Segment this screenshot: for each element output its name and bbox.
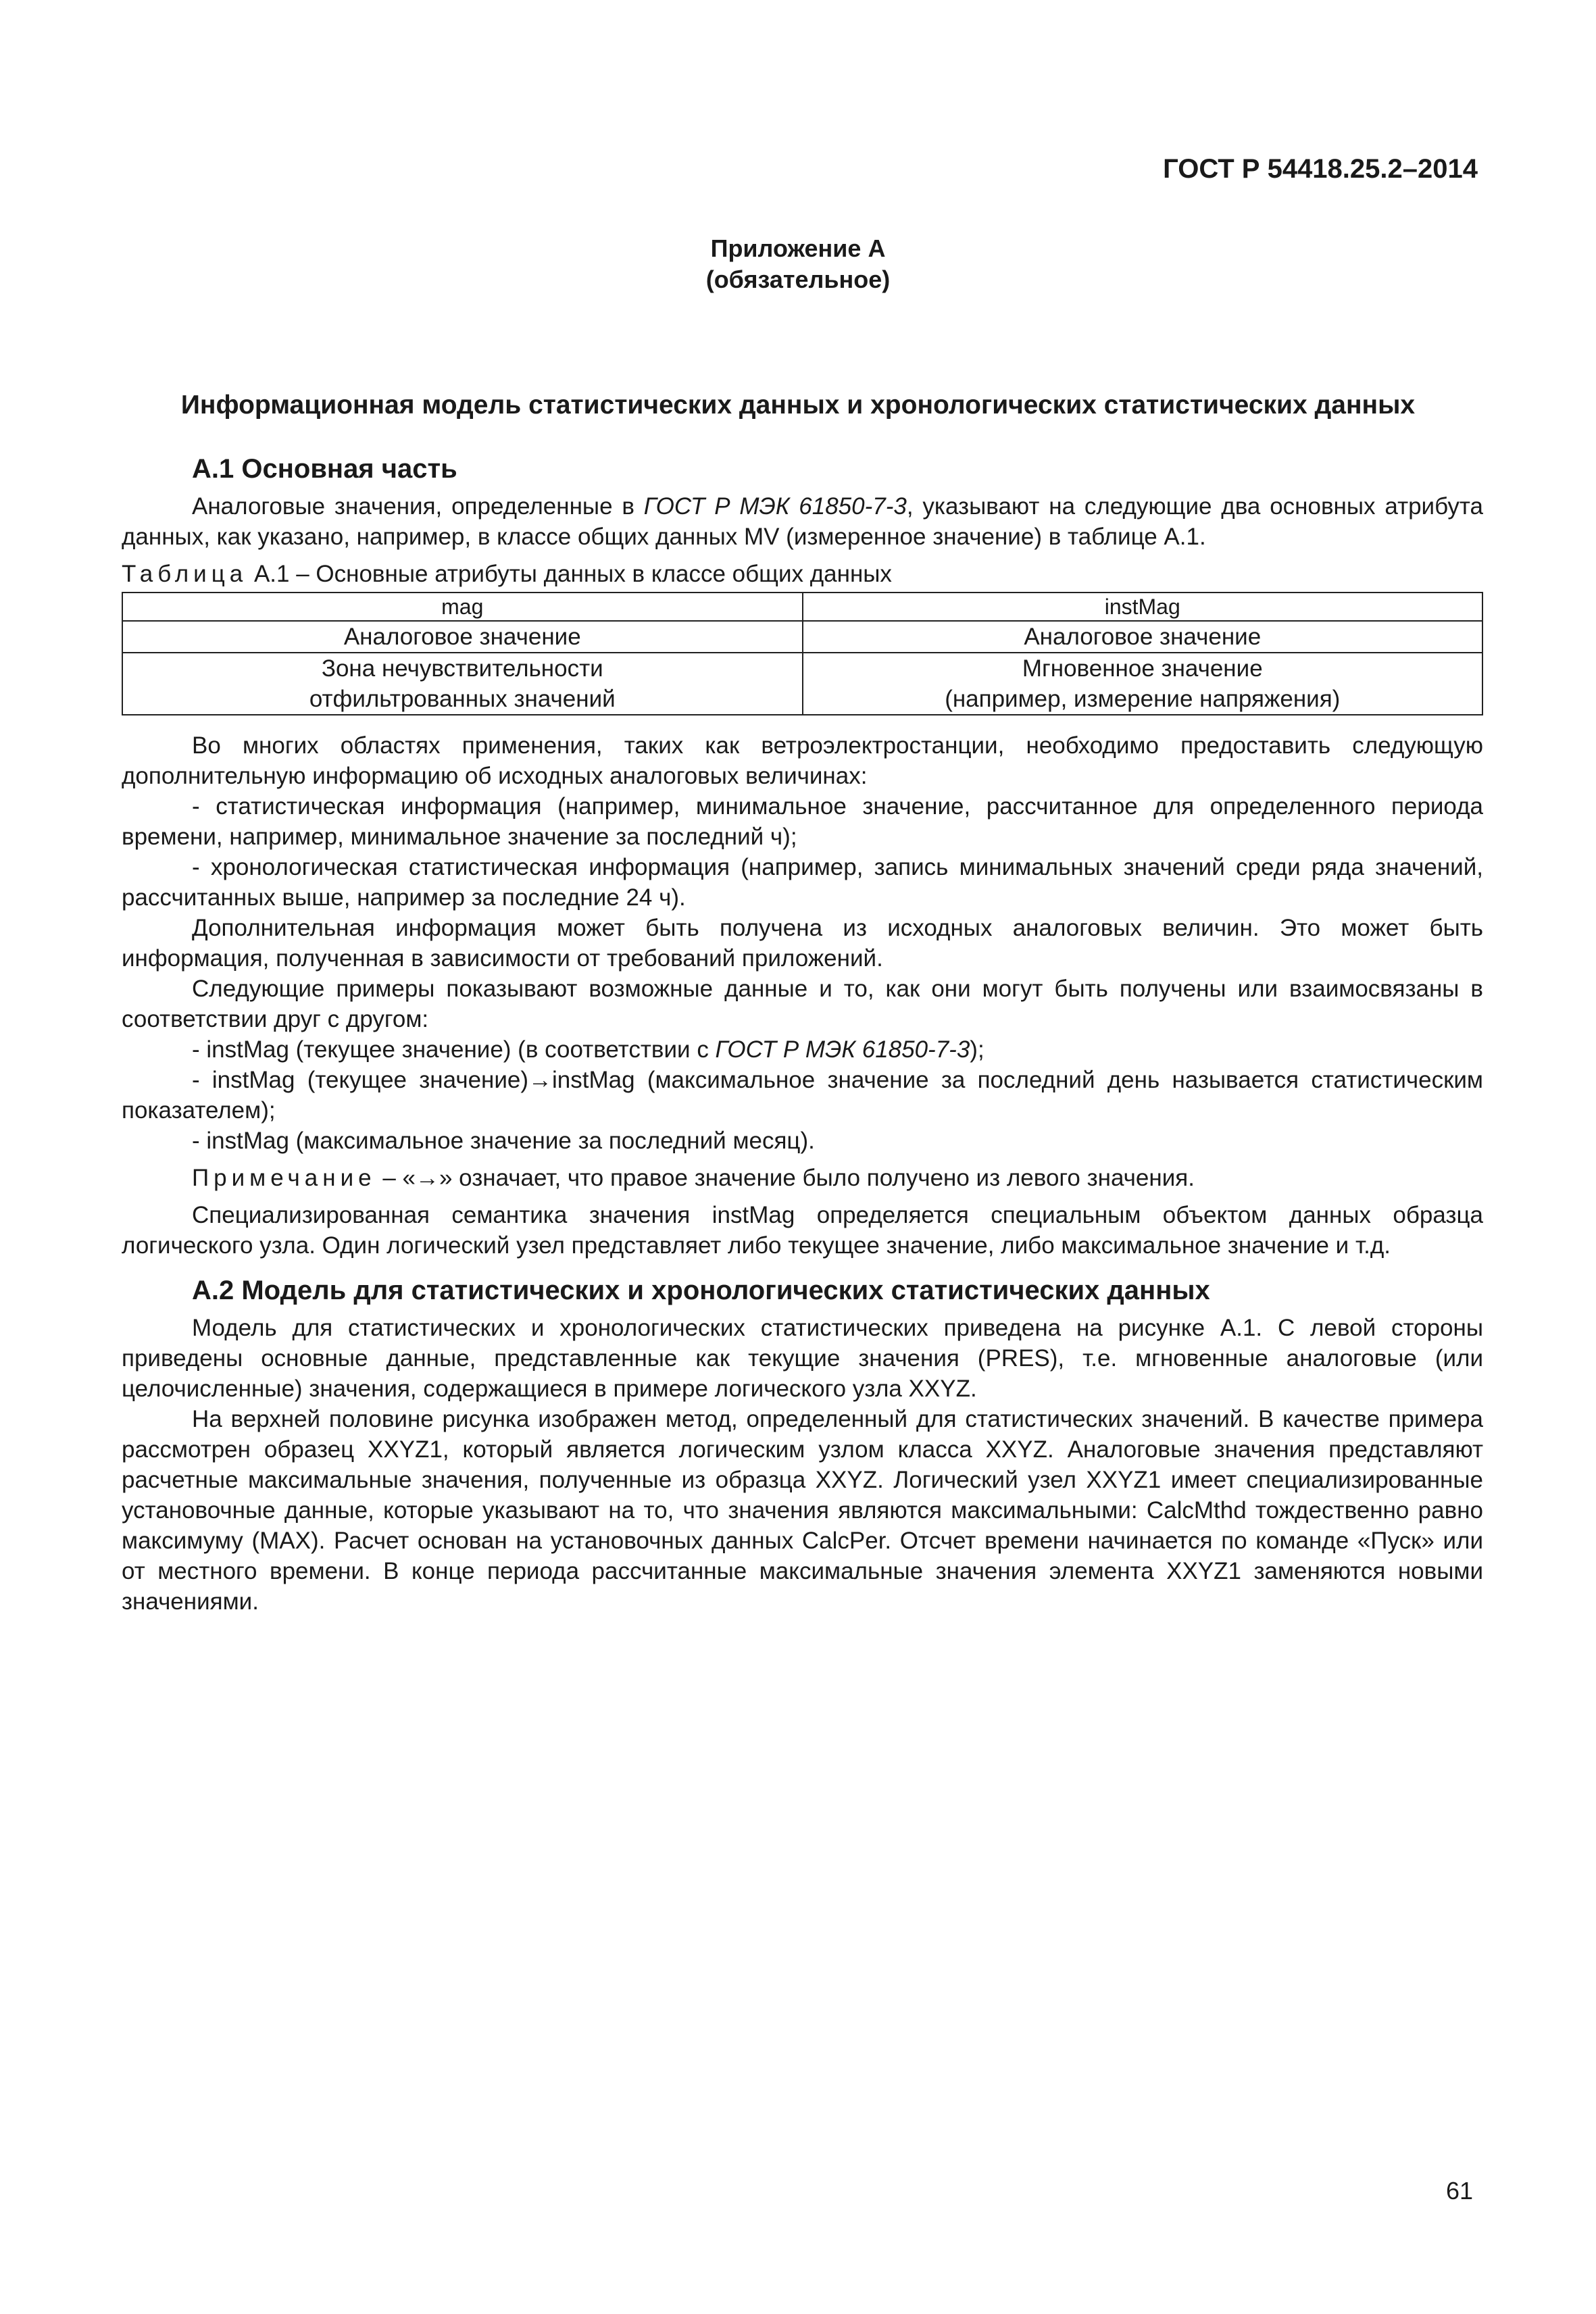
table-cell (122, 653, 803, 715)
cell-line: (например, измерение напряжения) (945, 686, 1341, 712)
list-item: - instMag (текущее значение)→instMag (максимальное значение за последний день называется статистическим показателем); (122, 1067, 1483, 1124)
paragraph: На верхней половине рисунка изображен метод, определенный для статистических значений. В качестве примера рассмотрен образец XXYZ1, который является логическим узлом класса XXYZ. Аналоговые значения представляют расчетные максимальные значения, полученные из образца XXYZ. Логический узел XXYZ1 имеет специализированные установочные данные, которые указывают на то, что значения являются максимальными: CalcMthd тождественно равно максимуму (MAX). Расчет основан на установочных данных CalcPer. Отсчет времени начинается по команде «Пуск» или от местного времени. В конце периода рассчитанные максимальные значения элемента XXYZ1 заменяются новыми значениями. (122, 1406, 1483, 1615)
page-number: 61 (1445, 2177, 1473, 2205)
standard-reference: ГОСТ Р МЭК 61850-7-3 (715, 1036, 970, 1063)
table-header-cell: mag (122, 593, 803, 621)
standard-reference: ГОСТ Р МЭК 61850-7-3 (643, 493, 907, 520)
table-caption (122, 559, 1483, 589)
cell-line: Мгновенное значение (1022, 655, 1263, 682)
list-item: - хронологическая статистическая информация (например, запись минимальных значений среди ряда значений, рассчитанных выше, например за последние 24 ч). (122, 854, 1483, 911)
table-row (122, 653, 1482, 715)
intro-text-end: , указывают на следующие два основных атрибута данных, как указано, например, в классе общих данных MV (измеренное значение) в таблице А.1. (122, 493, 1483, 550)
annex-status: (обязательное) (705, 266, 891, 293)
intro-text-start: Аналоговые значения, определенные в (192, 493, 644, 520)
list-item: - статистическая информация (например, минимальное значение, рассчитанное для определенного периода времени, например, минимальное значение за последний ч); (122, 793, 1483, 850)
example-text: ); (970, 1036, 984, 1063)
table-caption-label: Таблица (122, 561, 248, 587)
paragraph: Следующие примеры показывают возможные данные и то, как они могут быть получены или взаимосвязаны в соответствии друг с другом: (122, 976, 1483, 1032)
table-row (122, 621, 1482, 653)
section-a1-intro (122, 491, 1483, 552)
section-a2-heading: А.2 Модель для статистических и хронологических статистических данных (192, 1276, 1210, 1305)
paragraph: Дополнительная информация может быть получена из исходных аналоговых величин. Это может быть информация, полученная в зависимости от требований приложений. (122, 915, 1483, 972)
annex-title: Приложение А (710, 234, 886, 262)
cell-line: отфильтрованных значений (309, 686, 616, 712)
main-title: Информационная модель статистических данных и хронологических статистических данных (180, 391, 1416, 420)
note-text: – «→» означает, что правое значение было получено из левого значения. (376, 1165, 1195, 1191)
paragraph: Модель для статистических и хронологических статистических приведена на рисунке А.1. С левой стороны приведены основные данные, представленные как текущие значения (PRES), т.е. мгновенные аналоговые (или целочисленные) значения, содержащиеся в примере логического узла XXYZ. (122, 1315, 1483, 1402)
note-label: Примечание (192, 1165, 376, 1191)
table-header-cell: instMag (803, 593, 1483, 621)
section-a1-heading: А.1 Основная часть (192, 454, 457, 484)
list-item (122, 1034, 1483, 1065)
document-id: ГОСТ Р 54418.25.2–2014 (1163, 154, 1478, 184)
table-caption-text: А.1 – Основные атрибуты данных в классе общих данных (247, 561, 892, 587)
table-header-row (122, 593, 1482, 621)
table-cell: Аналоговое значение (122, 621, 803, 653)
note (122, 1163, 1483, 1193)
example-text: - instMag (текущее значение) (в соответствии с (192, 1036, 716, 1063)
list-item: - instMag (максимальное значение за последний месяц). (192, 1128, 815, 1154)
section-a1 (122, 454, 1483, 1617)
paragraph: Во многих областях применения, таких как ветроэлектростанции, необходимо предоставить следующую дополнительную информацию об исходных аналоговых величинах: (122, 732, 1483, 789)
cell-line: Зона нечувствительности (321, 655, 603, 682)
paragraph: Специализированная семантика значения instMag определяется специальным объектом данных образца логического узла. Один логический узел представляет либо текущее значение, либо максимальное значение и т.д. (122, 1202, 1483, 1259)
annex-heading (0, 233, 1596, 295)
table-cell (803, 653, 1483, 715)
data-attributes-table (122, 592, 1483, 715)
table-cell: Аналоговое значение (803, 621, 1483, 653)
